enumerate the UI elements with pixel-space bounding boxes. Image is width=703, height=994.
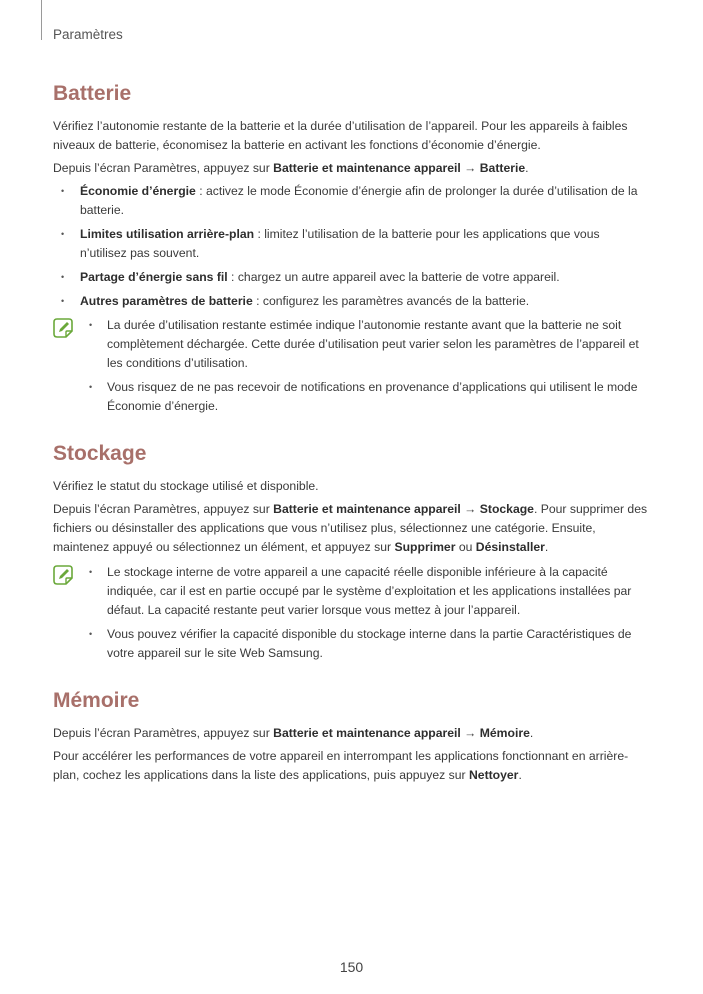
path-end: . [544,540,549,554]
stockage-note-list [53,563,648,663]
list-item [53,182,648,220]
path-end: . [529,726,534,740]
memoire-body [53,747,648,785]
page-content [53,80,648,809]
margin-rule [41,0,42,40]
memoire-path [53,724,648,743]
path-target: Mémoire [479,726,530,740]
running-head: Paramètres [53,27,123,42]
list-item [53,225,648,263]
path-target: Batterie [479,161,526,175]
or-text: ou [455,540,476,554]
batterie-intro: Vérifiez l’autonomie restante de la batterie et la durée d’utilisation de l’appareil. Pour les appareils à faibles niveaux de batterie, économisez la batterie en activant les fonctions d’économie d’énergie. [53,119,628,152]
path-end: . [525,161,529,175]
path-menu: Batterie et maintenance appareil [273,161,461,175]
note-item: • La durée d’utilisation restante estimée indique l’autonomie restante avant que la batterie ne soit complètement déchargée. Cette durée d’utilisation peut varier selon les paramètres de l’appareil et les conditions d’utilisation. [107,316,648,373]
path-prefix: Depuis l’écran Paramètres, appuyez sur [53,726,274,740]
path-menu: Batterie et maintenance appareil [273,502,461,516]
option-term: Limites utilisation arrière-plan [80,227,255,241]
section-stockage [53,440,648,663]
section-batterie [53,80,648,416]
list-item [53,292,648,311]
uninstall-label: Désinstaller [475,540,545,554]
section-title-memoire: Mémoire [53,689,140,712]
path-rest: . Pour supprimer des fichiers ou désinstaller des applications que vous n’utilisez plus, sélectionnez une catégorie. Ensuite, maintenez appuyé ou sélectionnez un élément, et appuyez sur [53,502,648,554]
option-desc: : chargez un autre appareil avec la batterie de votre appareil. [227,270,560,284]
delete-label: Supprimer [394,540,456,554]
stockage-path [53,500,648,557]
path-prefix: Depuis l’écran Paramètres, appuyez sur [53,502,274,516]
list-item [53,268,648,287]
body-end: . [518,768,522,782]
option-term: Économie d’énergie [80,184,196,198]
note-item: • Le stockage interne de votre appareil a une capacité réelle disponible inférieure à la capacité indiquée, car il est en partie occupé par le système d’exploitation et les applications installées par défaut. La capacité restante peut varier lorsque vous mettez à jour l’appareil. [107,563,648,620]
note-pencil-icon [53,318,75,338]
batterie-note [53,316,648,416]
path-arrow: → [460,726,480,740]
path-prefix: Depuis l’écran Paramètres, appuyez sur [53,161,274,175]
section-title-stockage: Stockage [53,442,147,465]
path-menu: Batterie et maintenance appareil [273,726,461,740]
stockage-intro: Vérifiez le statut du stockage utilisé et disponible. [53,479,319,493]
note-item: • Vous pouvez vérifier la capacité disponible du stockage interne dans la partie Caractéristiques de votre appareil sur le site Web Samsung. [107,625,648,663]
path-arrow: → [460,161,480,175]
batterie-note-list [53,316,648,416]
clean-label: Nettoyer [468,768,519,782]
path-arrow: → [460,502,480,516]
note-item: • Vous risquez de ne pas recevoir de notifications en provenance d’applications qui utilisent le mode Économie d’énergie. [107,378,648,416]
option-desc: : activez le mode Économie d’énergie afin de prolonger la durée d’utilisation de la batterie. [80,184,638,217]
section-title-batterie: Batterie [53,82,132,105]
option-term: Partage d’énergie sans fil [80,270,228,284]
option-term: Autres paramètres de batterie [80,294,253,308]
section-memoire [53,687,648,785]
batterie-options-list [53,182,648,311]
batterie-path [53,159,648,178]
page-number: 150 [339,959,364,975]
path-target: Stockage [479,502,534,516]
body-text: Pour accélérer les performances de votre appareil en interrompant les applications fonctionnant en arrière-plan, cochez les applications dans la liste des applications, puis appuyez sur [53,749,629,782]
option-desc: : limitez l’utilisation de la batterie pour les applications que vous n’utilisez pas souvent. [80,227,600,260]
option-desc: : configurez les paramètres avancés de la batterie. [252,294,530,308]
note-pencil-icon [53,565,75,585]
stockage-note [53,563,648,663]
